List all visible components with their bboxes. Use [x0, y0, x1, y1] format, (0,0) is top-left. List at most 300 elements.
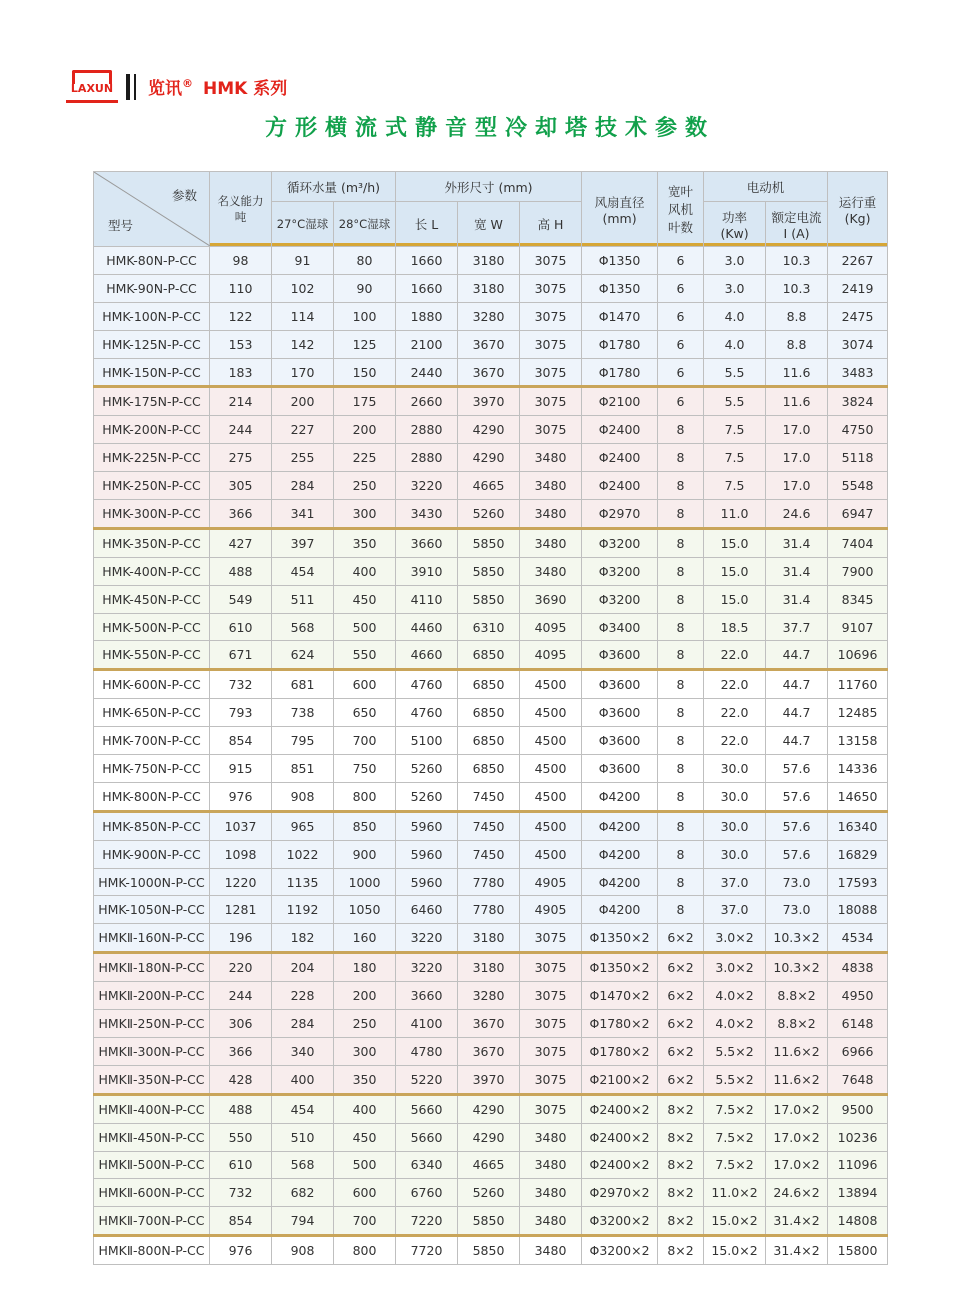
weight-header: 运行重 (Kg) — [828, 172, 888, 247]
length-cell: 3430 — [396, 500, 458, 529]
length-cell: 3220 — [396, 953, 458, 982]
current-cell: 31.4×2 — [766, 1236, 828, 1265]
table-row — [94, 1123, 888, 1151]
fan-diameter-cell: Φ4200 — [582, 782, 658, 811]
flow27-cell: 91 — [272, 247, 334, 275]
height-cell: 4500 — [520, 840, 582, 868]
width-cell: 7450 — [458, 811, 520, 840]
width-cell: 4665 — [458, 1151, 520, 1179]
power-cell: 4.0 — [704, 330, 766, 358]
flow27-cell: 102 — [272, 274, 334, 302]
current-cell: 44.7 — [766, 699, 828, 727]
current-cell: 10.3×2 — [766, 924, 828, 953]
current-cell: 57.6 — [766, 840, 828, 868]
blade-count-cell: 6 — [658, 387, 704, 416]
height-cell: 3480 — [520, 1123, 582, 1151]
model-cell: HMK-900N-P-CC — [94, 840, 210, 868]
flow28-cell: 300 — [334, 500, 396, 529]
width-header: 宽 W — [458, 202, 520, 247]
flow28-cell: 450 — [334, 585, 396, 613]
power-cell: 4.0×2 — [704, 1010, 766, 1038]
table-row — [94, 811, 888, 840]
height-cell: 3480 — [520, 1207, 582, 1236]
flow27-cell: 284 — [272, 472, 334, 500]
blade-count-cell: 8 — [658, 585, 704, 613]
flow27-header: 27°C湿球 — [272, 202, 334, 247]
width-cell: 5850 — [458, 585, 520, 613]
table-row — [94, 274, 888, 302]
model-cell: HMK-600N-P-CC — [94, 670, 210, 699]
flow28-cell: 180 — [334, 953, 396, 982]
table-row — [94, 613, 888, 641]
table-row — [94, 840, 888, 868]
logo-underline — [66, 100, 118, 103]
flow28-cell: 200 — [334, 416, 396, 444]
power-cell: 4.0×2 — [704, 982, 766, 1010]
width-cell: 3670 — [458, 1010, 520, 1038]
flow27-cell: 908 — [272, 782, 334, 811]
model-cell: HMK-150N-P-CC — [94, 358, 210, 387]
capacity-cell: 305 — [210, 472, 272, 500]
blade-count-cell: 8 — [658, 755, 704, 783]
flow27-cell: 908 — [272, 1236, 334, 1265]
current-cell: 8.8 — [766, 330, 828, 358]
flow-header: 循环水量 (m³/h) — [272, 172, 396, 202]
length-cell: 6460 — [396, 896, 458, 924]
weight-cell: 9107 — [828, 613, 888, 641]
current-cell: 17.0×2 — [766, 1123, 828, 1151]
page-header — [66, 66, 466, 106]
blade-count-cell: 8 — [658, 727, 704, 755]
blade-count-cell: 8 — [658, 641, 704, 670]
weight-cell: 4950 — [828, 982, 888, 1010]
weight-cell: 2267 — [828, 247, 888, 275]
height-cell: 3480 — [520, 1179, 582, 1207]
weight-cell: 15800 — [828, 1236, 888, 1265]
model-cell: HMK-80N-P-CC — [94, 247, 210, 275]
flow28-cell: 300 — [334, 1037, 396, 1065]
power-cell: 5.5 — [704, 387, 766, 416]
blade-count-cell: 6 — [658, 274, 704, 302]
model-cell: HMKⅡ-180N-P-CC — [94, 953, 210, 982]
size-header: 外形尺寸 (mm) — [396, 172, 582, 202]
table-row — [94, 387, 888, 416]
width-cell: 4290 — [458, 1094, 520, 1123]
height-cell: 4095 — [520, 613, 582, 641]
power-cell: 30.0 — [704, 782, 766, 811]
length-cell: 4760 — [396, 670, 458, 699]
flow27-cell: 1135 — [272, 868, 334, 896]
height-cell: 3075 — [520, 1094, 582, 1123]
length-cell: 3220 — [396, 924, 458, 953]
width-cell: 5850 — [458, 557, 520, 585]
power-cell: 3.0 — [704, 274, 766, 302]
width-cell: 6850 — [458, 670, 520, 699]
table-row — [94, 444, 888, 472]
weight-cell: 3074 — [828, 330, 888, 358]
length-cell: 6340 — [396, 1151, 458, 1179]
fan-diameter-cell: Φ3200 — [582, 585, 658, 613]
table-row — [94, 1236, 888, 1265]
capacity-cell: 854 — [210, 727, 272, 755]
fan-diameter-cell: Φ2400 — [582, 444, 658, 472]
current-cell: 37.7 — [766, 613, 828, 641]
width-cell: 4290 — [458, 444, 520, 472]
power-cell: 3.0 — [704, 247, 766, 275]
flow27-cell: 851 — [272, 755, 334, 783]
blade-count-cell: 8 — [658, 840, 704, 868]
current-cell: 31.4 — [766, 557, 828, 585]
capacity-cell: 220 — [210, 953, 272, 982]
current-cell: 73.0 — [766, 868, 828, 896]
fan-diameter-cell: Φ4200 — [582, 811, 658, 840]
power-cell: 5.5×2 — [704, 1037, 766, 1065]
model-cell: HMKⅡ-200N-P-CC — [94, 982, 210, 1010]
length-cell: 4780 — [396, 1037, 458, 1065]
flow28-cell: 400 — [334, 1094, 396, 1123]
table-row — [94, 982, 888, 1010]
table-row — [94, 472, 888, 500]
power-cell: 18.5 — [704, 613, 766, 641]
fan-diameter-cell: Φ1780×2 — [582, 1010, 658, 1038]
fan-diameter-cell: Φ4200 — [582, 840, 658, 868]
model-cell: HMK-225N-P-CC — [94, 444, 210, 472]
flow27-cell: 795 — [272, 727, 334, 755]
weight-cell: 6947 — [828, 500, 888, 529]
weight-cell: 7404 — [828, 528, 888, 557]
capacity-cell: 1281 — [210, 896, 272, 924]
width-cell: 6850 — [458, 755, 520, 783]
flow28-cell: 350 — [334, 1065, 396, 1094]
flow28-cell: 750 — [334, 755, 396, 783]
power-cell: 15.0 — [704, 528, 766, 557]
flow27-cell: 511 — [272, 585, 334, 613]
capacity-cell: 366 — [210, 500, 272, 529]
length-cell: 2440 — [396, 358, 458, 387]
table-row — [94, 727, 888, 755]
table-row — [94, 302, 888, 330]
fan-diameter-cell: Φ3200×2 — [582, 1236, 658, 1265]
flow28-cell: 125 — [334, 330, 396, 358]
length-cell: 6760 — [396, 1179, 458, 1207]
flow27-cell: 227 — [272, 416, 334, 444]
width-cell: 6850 — [458, 727, 520, 755]
table-row — [94, 755, 888, 783]
page-title: 方形横流式静音型冷却塔技术参数 — [264, 116, 715, 141]
current-cell: 11.6 — [766, 358, 828, 387]
height-cell: 3480 — [520, 444, 582, 472]
weight-cell: 17593 — [828, 868, 888, 896]
flow27-cell: 204 — [272, 953, 334, 982]
model-cell: HMK-750N-P-CC — [94, 755, 210, 783]
blade-count-cell: 6×2 — [658, 982, 704, 1010]
capacity-cell: 98 — [210, 247, 272, 275]
flow28-cell: 100 — [334, 302, 396, 330]
height-cell: 3075 — [520, 387, 582, 416]
table-row — [94, 247, 888, 275]
capacity-cell: 110 — [210, 274, 272, 302]
width-cell: 7450 — [458, 782, 520, 811]
weight-cell: 5118 — [828, 444, 888, 472]
capacity-cell: 427 — [210, 528, 272, 557]
flow28-cell: 650 — [334, 699, 396, 727]
model-cell: HMK-100N-P-CC — [94, 302, 210, 330]
series-label — [148, 74, 287, 99]
fan-diameter-cell: Φ3600 — [582, 670, 658, 699]
width-cell: 3180 — [458, 953, 520, 982]
current-cell: 44.7 — [766, 641, 828, 670]
flow28-cell: 900 — [334, 840, 396, 868]
length-cell: 5960 — [396, 868, 458, 896]
table-row — [94, 896, 888, 924]
width-cell: 6850 — [458, 641, 520, 670]
current-cell: 57.6 — [766, 755, 828, 783]
blade-count-cell: 8 — [658, 500, 704, 529]
flow28-cell: 800 — [334, 782, 396, 811]
blade-count-cell: 8×2 — [658, 1151, 704, 1179]
flow28-header: 28°C湿球 — [334, 202, 396, 247]
flow27-cell: 228 — [272, 982, 334, 1010]
current-cell: 11.6×2 — [766, 1037, 828, 1065]
weight-cell: 16829 — [828, 840, 888, 868]
model-cell: HMK-300N-P-CC — [94, 500, 210, 529]
length-cell: 1880 — [396, 302, 458, 330]
length-cell: 2100 — [396, 330, 458, 358]
flow28-cell: 850 — [334, 811, 396, 840]
height-cell: 3075 — [520, 302, 582, 330]
height-cell: 3075 — [520, 1065, 582, 1094]
current-cell: 10.3 — [766, 274, 828, 302]
header-divider-thin — [134, 74, 136, 100]
param-model-header — [94, 172, 210, 247]
height-cell: 4500 — [520, 811, 582, 840]
spec-table — [93, 171, 888, 1265]
flow27-cell: 568 — [272, 613, 334, 641]
table-row — [94, 1151, 888, 1179]
blade-count-cell: 6×2 — [658, 924, 704, 953]
table-row — [94, 358, 888, 387]
weight-cell: 11096 — [828, 1151, 888, 1179]
table-row — [94, 1207, 888, 1236]
flow28-cell: 200 — [334, 982, 396, 1010]
fan-diameter-cell: Φ3200 — [582, 557, 658, 585]
table-row — [94, 699, 888, 727]
power-cell: 30.0 — [704, 755, 766, 783]
flow27-cell: 454 — [272, 1094, 334, 1123]
length-cell: 3910 — [396, 557, 458, 585]
blade-count-cell: 8 — [658, 782, 704, 811]
capacity-cell: 183 — [210, 358, 272, 387]
power-cell: 30.0 — [704, 811, 766, 840]
weight-cell: 5548 — [828, 472, 888, 500]
power-cell: 22.0 — [704, 727, 766, 755]
fan-diameter-cell: Φ2970×2 — [582, 1179, 658, 1207]
model-cell: HMK-850N-P-CC — [94, 811, 210, 840]
capacity-cell: 915 — [210, 755, 272, 783]
model-cell: HMK-125N-P-CC — [94, 330, 210, 358]
fan-diameter-cell: Φ1470×2 — [582, 982, 658, 1010]
model-cell: HMK-650N-P-CC — [94, 699, 210, 727]
model-cell: HMKⅡ-350N-P-CC — [94, 1065, 210, 1094]
current-cell: 10.3 — [766, 247, 828, 275]
weight-cell: 6966 — [828, 1037, 888, 1065]
height-cell: 4500 — [520, 699, 582, 727]
model-cell: HMK-250N-P-CC — [94, 472, 210, 500]
brand-name: 览讯 — [148, 79, 182, 99]
flow28-cell: 250 — [334, 1010, 396, 1038]
table-row — [94, 585, 888, 613]
model-cell: HMK-350N-P-CC — [94, 528, 210, 557]
fan-diameter-cell: Φ2100 — [582, 387, 658, 416]
current-cell: 57.6 — [766, 782, 828, 811]
capacity-header: 名义能力 吨 — [210, 172, 272, 247]
power-cell: 22.0 — [704, 670, 766, 699]
power-cell: 15.0 — [704, 557, 766, 585]
weight-cell: 14336 — [828, 755, 888, 783]
length-cell: 4110 — [396, 585, 458, 613]
params-label: 参数 — [171, 188, 197, 203]
weight-cell: 6148 — [828, 1010, 888, 1038]
capacity-cell: 671 — [210, 641, 272, 670]
blade-count-cell: 6×2 — [658, 1037, 704, 1065]
flow28-cell: 600 — [334, 1179, 396, 1207]
fan-diameter-cell: Φ2400 — [582, 416, 658, 444]
table-row — [94, 500, 888, 529]
model-cell: HMK-400N-P-CC — [94, 557, 210, 585]
blade-count-cell: 8×2 — [658, 1094, 704, 1123]
table-row — [94, 416, 888, 444]
height-cell: 3480 — [520, 528, 582, 557]
weight-cell: 14808 — [828, 1207, 888, 1236]
width-cell: 3180 — [458, 274, 520, 302]
fan-diameter-cell: Φ2100×2 — [582, 1065, 658, 1094]
model-cell: HMKⅡ-160N-P-CC — [94, 924, 210, 953]
current-cell: 17.0×2 — [766, 1094, 828, 1123]
flow28-cell: 800 — [334, 1236, 396, 1265]
blade-count-cell: 8 — [658, 811, 704, 840]
power-cell: 4.0 — [704, 302, 766, 330]
weight-cell: 4838 — [828, 953, 888, 982]
fan-diameter-cell: Φ2970 — [582, 500, 658, 529]
table-row — [94, 641, 888, 670]
length-cell: 3660 — [396, 982, 458, 1010]
weight-cell: 3483 — [828, 358, 888, 387]
flow27-cell: 400 — [272, 1065, 334, 1094]
flow27-cell: 341 — [272, 500, 334, 529]
blade-count-cell: 6 — [658, 302, 704, 330]
height-cell: 3075 — [520, 1037, 582, 1065]
current-cell: 44.7 — [766, 670, 828, 699]
width-cell: 3670 — [458, 358, 520, 387]
length-cell: 4660 — [396, 641, 458, 670]
header-divider — [126, 74, 130, 100]
blade-count-cell: 6 — [658, 247, 704, 275]
fan-diameter-header: 风扇直径 (mm) — [582, 172, 658, 247]
weight-cell: 10236 — [828, 1123, 888, 1151]
length-cell: 2880 — [396, 444, 458, 472]
fan-diameter-cell: Φ3200×2 — [582, 1207, 658, 1236]
current-cell: 17.0 — [766, 416, 828, 444]
flow28-cell: 150 — [334, 358, 396, 387]
flow28-cell: 500 — [334, 1151, 396, 1179]
width-cell: 4290 — [458, 416, 520, 444]
height-cell: 4905 — [520, 896, 582, 924]
height-header: 高 H — [520, 202, 582, 247]
power-cell: 15.0×2 — [704, 1207, 766, 1236]
weight-cell: 13158 — [828, 727, 888, 755]
length-cell: 3660 — [396, 528, 458, 557]
blade-count-cell: 6×2 — [658, 1010, 704, 1038]
weight-cell: 8345 — [828, 585, 888, 613]
fan-diameter-cell: Φ3600 — [582, 755, 658, 783]
width-cell: 3670 — [458, 1037, 520, 1065]
power-cell: 7.5 — [704, 416, 766, 444]
table-row — [94, 1179, 888, 1207]
weight-cell: 2475 — [828, 302, 888, 330]
flow27-cell: 1022 — [272, 840, 334, 868]
height-cell: 4500 — [520, 755, 582, 783]
blade-count-cell: 6 — [658, 330, 704, 358]
current-cell: 17.0 — [766, 472, 828, 500]
current-cell: 17.0×2 — [766, 1151, 828, 1179]
flow28-cell: 700 — [334, 727, 396, 755]
flow28-cell: 1050 — [334, 896, 396, 924]
table-row — [94, 330, 888, 358]
width-cell: 5850 — [458, 1207, 520, 1236]
power-cell: 7.5 — [704, 444, 766, 472]
fan-diameter-cell: Φ1780 — [582, 358, 658, 387]
model-cell: HMK-550N-P-CC — [94, 641, 210, 670]
model-cell: HMK-90N-P-CC — [94, 274, 210, 302]
blade-count-cell: 6×2 — [658, 1065, 704, 1094]
width-cell: 3280 — [458, 302, 520, 330]
flow28-cell: 400 — [334, 557, 396, 585]
spec-table-body — [94, 247, 888, 1265]
power-cell: 22.0 — [704, 699, 766, 727]
model-cell: HMKⅡ-250N-P-CC — [94, 1010, 210, 1038]
width-cell: 6850 — [458, 699, 520, 727]
table-row — [94, 924, 888, 953]
laxun-logo — [66, 70, 118, 100]
width-cell: 3180 — [458, 247, 520, 275]
blade-count-cell: 8 — [658, 557, 704, 585]
weight-cell: 2419 — [828, 274, 888, 302]
power-cell: 5.5×2 — [704, 1065, 766, 1094]
capacity-cell: 732 — [210, 670, 272, 699]
flow27-cell: 397 — [272, 528, 334, 557]
current-cell: 73.0 — [766, 896, 828, 924]
capacity-cell: 610 — [210, 613, 272, 641]
capacity-cell: 122 — [210, 302, 272, 330]
height-cell: 3480 — [520, 500, 582, 529]
width-cell: 5260 — [458, 500, 520, 529]
height-cell: 4500 — [520, 727, 582, 755]
capacity-cell: 610 — [210, 1151, 272, 1179]
diagonal-line — [94, 172, 210, 246]
height-cell: 3480 — [520, 557, 582, 585]
width-cell: 3970 — [458, 387, 520, 416]
flow27-cell: 738 — [272, 699, 334, 727]
fan-diameter-cell: Φ2400 — [582, 472, 658, 500]
fan-diameter-cell: Φ1780 — [582, 330, 658, 358]
length-cell: 5960 — [396, 811, 458, 840]
current-cell: 24.6×2 — [766, 1179, 828, 1207]
height-cell: 4500 — [520, 782, 582, 811]
width-cell: 7780 — [458, 896, 520, 924]
length-cell: 4460 — [396, 613, 458, 641]
capacity-cell: 214 — [210, 387, 272, 416]
table-row — [94, 1065, 888, 1094]
